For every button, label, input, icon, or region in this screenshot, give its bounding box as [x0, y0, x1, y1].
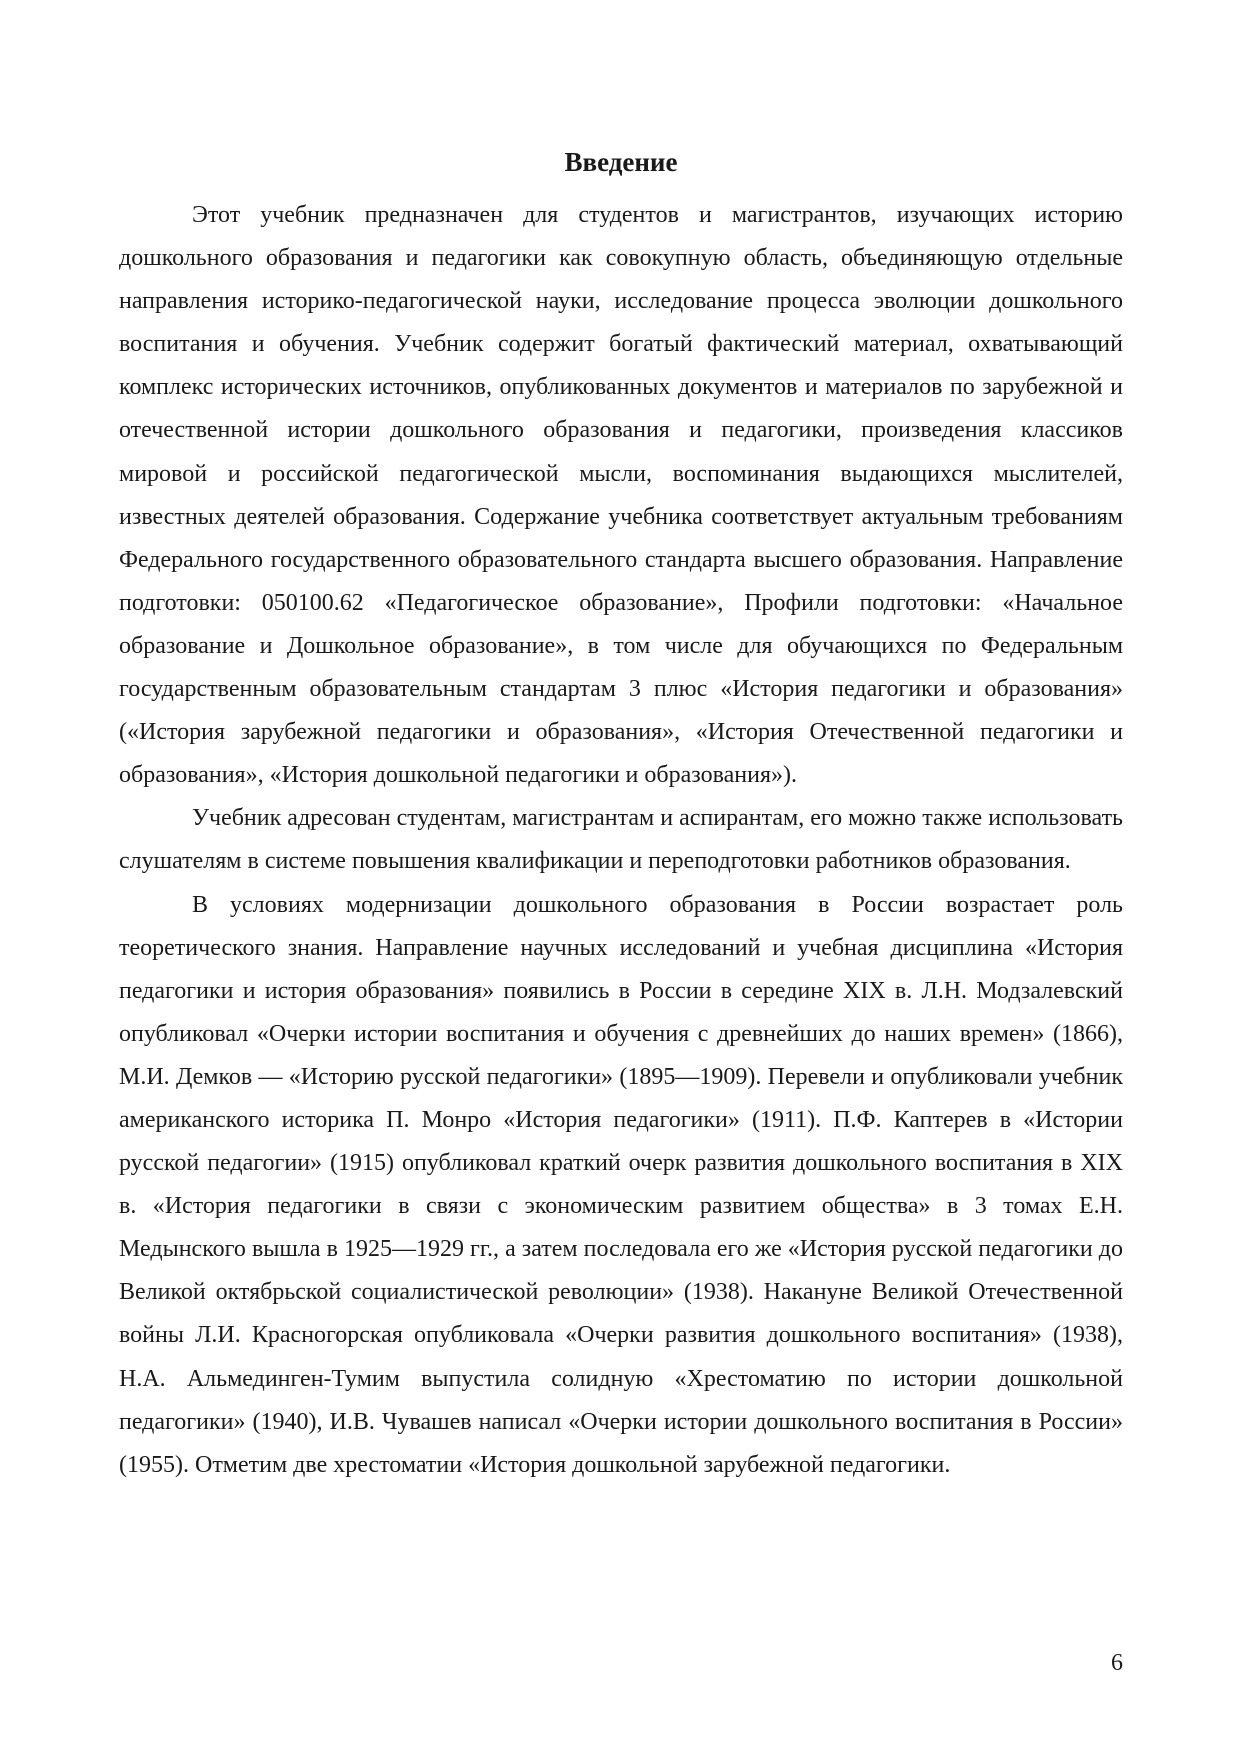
page-number: 6	[1111, 1650, 1123, 1676]
paragraph-history: В условиях модернизации дошкольного образования в России возрастает роль теоретического знания. Направление научных исследований и учебная дисциплина «История педагогики и история образования» появились в России в середине XIX в. Л.Н. Модзалевский опубликовал «Очерки истории воспитания и обучения с древнейших до наших времен» (1866), М.И. Демков — «Историю русской педагогики» (1895—1909). Перевели и опубликовали учебник американского историка П. Монро «История педагогики» (1911). П.Ф. Каптерев в «Истории русской педагогии» (1915) опубликовал краткий очерк развития дошкольного воспитания в XIX в. «История педагогики в связи с экономическим развитием общества» в 3 томах Е.Н. Медынского вышла в 1925—1929 гг., а затем последовала его же «История русской педагогики до Великой октябрьской социалистической революции» (1938). Накануне Великой Отечественной войны Л.И. Красногорская опубликовала «Очерки развития дошкольного воспитания» (1938), Н.А. Альмединген-Тумим выпустила солидную «Хрестоматию по истории дошкольной педагогики» (1940), И.В. Чувашев написал «Очерки истории дошкольного воспитания в России» (1955). Отметим две хрестоматии «История дошкольной зарубежной педагогики.	[119, 891, 1123, 1478]
paragraph-intro: Этот учебник предназначен для студентов и магистрантов, изучающих историю дошкольного образования и педагогики как совокупную область, объединяющую отдельные направления историко-педагогической науки, исследование процесса эволюции дошкольного воспитания и обучения. Учебник содержит богатый фактический материал, охватывающий комплекс исторических источников, опубликованных документов и материалов по зарубежной и отечественной истории дошкольного образования и педагогики, произведения классиков мировой и российской педагогической мысли, воспоминания выдающихся мыслителей, известных деятелей образования. Содержание учебника соответствует актуальным требованиям Федерального государственного образовательного стандарта высшего образования. Направление подготовки: 050100.62 «Педагогическое образование», Профили подготовки: «Начальное образование и Дошкольное образование», в том числе для обучающихся по Федеральным государственным образовательным стандартам 3 плюс «История педагогики и образования» («История зарубежной педагогики и образования», «История Отечественной педагогики и образования», «История дошкольной педагогики и образования»).	[119, 202, 1123, 789]
document-page	[119, 140, 1123, 1487]
section-title: Введение	[564, 147, 678, 177]
paragraph-audience: Учебник адресован студентам, магистрантам и аспирантам, его можно также использовать слушателям в системе повышения квалификации и переподготовки работников образования.	[119, 805, 1123, 875]
